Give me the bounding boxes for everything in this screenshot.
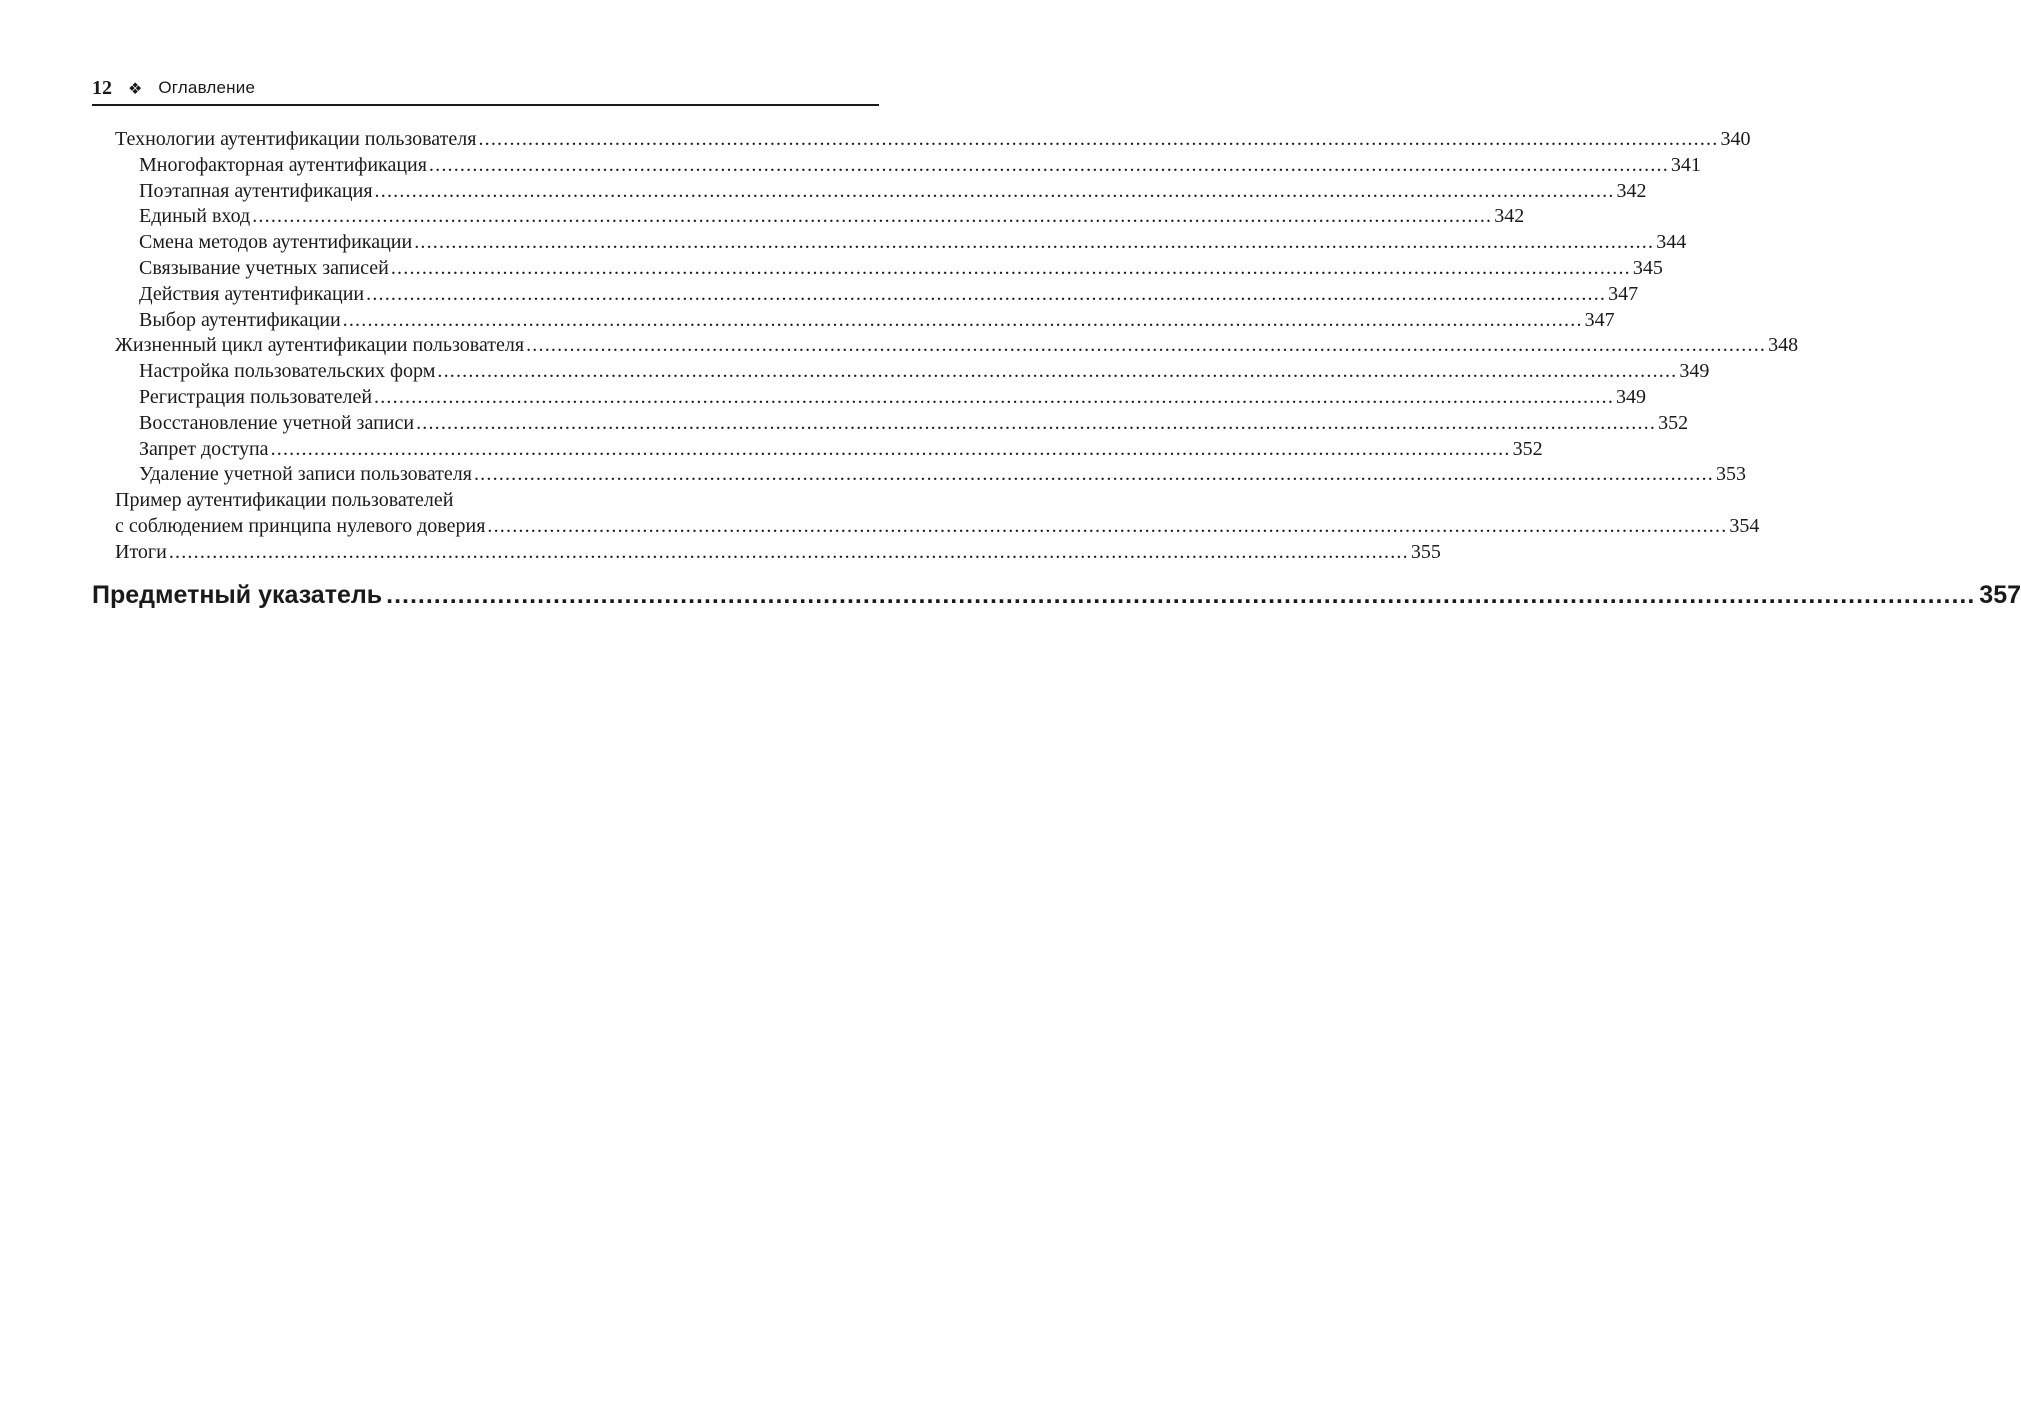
toc-entry-page: 347 (1608, 282, 1639, 305)
toc-entry-title: Выбор аутентификации (139, 308, 341, 331)
toc-entry-page: 342 (1616, 179, 1647, 202)
toc-entry[interactable] (92, 127, 1751, 153)
toc-entry-page: 349 (1616, 385, 1647, 408)
running-head: Оглавление (158, 78, 256, 97)
toc-entry[interactable] (92, 282, 1639, 308)
page-number: 12 (92, 76, 112, 99)
dot-leader: ........................................................................................................................................................................................................ (374, 179, 1615, 202)
toc-entry-page: 348 (1768, 334, 1799, 357)
toc-entry-page: 347 (1584, 308, 1615, 331)
dot-leader: ........................................................................................................................................................................................................ (416, 411, 1657, 434)
toc-entry[interactable] (92, 385, 1647, 411)
toc-entry-title: Действия аутентификации (139, 282, 365, 305)
toc-entry[interactable] (92, 230, 1687, 256)
toc-entry[interactable] (92, 411, 1689, 437)
toc-entry[interactable] (92, 153, 1701, 179)
toc-chapter-entry[interactable] (92, 578, 2021, 612)
dot-leader: ........................................................................................................................................................................................................ (366, 282, 1607, 305)
dot-leader: ........................................................................................................................................................................................................ (478, 128, 1719, 150)
dot-leader: ........................................................................................................................................................................................................ (342, 308, 1583, 331)
toc-entry[interactable] (92, 204, 1525, 230)
dot-leader: ........................................................................................................................................................................................................ (487, 514, 1728, 537)
dot-leader: ........................................................................................................................................................................................................ (270, 437, 1511, 460)
toc-entry[interactable] (92, 514, 1760, 540)
toc-entry-title: Итоги (115, 540, 167, 563)
toc-entry-page: 353 (1715, 463, 1746, 486)
chapter-title: Предметный указатель (92, 581, 383, 609)
toc-entry-title: Удаление учетной записи пользователя (139, 463, 472, 486)
toc-entry-page: 352 (1512, 437, 1543, 460)
toc-entry[interactable] (92, 256, 1663, 282)
toc-entry-page: 345 (1632, 256, 1663, 279)
toc-entry-page: 352 (1658, 411, 1689, 434)
toc-entry[interactable] (92, 462, 1746, 488)
dot-leader: ........................................................................................................................................................................................................ (386, 581, 1976, 609)
toc-entry-title: Многофакторная аутентификация (139, 153, 427, 176)
toc-entry[interactable] (92, 308, 1615, 334)
toc-entry-title: Технологии аутентификации пользователя (115, 128, 477, 150)
toc-entry-page: 354 (1729, 514, 1760, 537)
toc-entry-title: Восстановление учетной записи (139, 411, 415, 434)
toc-entry-page: 342 (1494, 205, 1525, 228)
chapter-page: 357 (1979, 581, 2021, 609)
toc-entry-title: Связывание учетных записей (139, 256, 389, 279)
toc-entry-page: 349 (1679, 360, 1710, 383)
toc-entry-title: Регистрация пользователей (139, 385, 373, 408)
toc-entry[interactable] (92, 437, 1543, 463)
toc-entry-title: Единый вход (139, 205, 251, 228)
dot-leader: ........................................................................................................................................................................................................ (390, 256, 1631, 279)
toc-entry-page: 340 (1720, 128, 1751, 150)
toc-entry-title: Запрет доступа (139, 437, 269, 460)
ornament-icon: ❖ (128, 78, 143, 98)
dot-leader: ........................................................................................................................................................................................................ (414, 231, 1655, 254)
toc-entry-page: 341 (1670, 153, 1701, 176)
toc-entry[interactable] (92, 540, 1441, 566)
dot-leader: ........................................................................................................................................................................................................ (252, 205, 1493, 228)
dot-leader: ........................................................................................................................................................................................................ (428, 153, 1669, 176)
table-of-contents (92, 127, 1799, 566)
toc-entry[interactable] (92, 179, 1647, 205)
toc-entry-title: с соблюдением принципа нулевого доверия (115, 514, 486, 537)
page-header (92, 76, 879, 106)
toc-entry-title: Настройка пользовательских форм (139, 360, 436, 383)
dot-leader: ........................................................................................................................................................................................................ (437, 360, 1678, 383)
dot-leader: ........................................................................................................................................................................................................ (374, 385, 1615, 408)
toc-entry-page: 355 (1410, 540, 1441, 563)
dot-leader: ........................................................................................................................................................................................................ (473, 463, 1714, 486)
dot-leader: ........................................................................................................................................................................................................ (526, 334, 1767, 357)
toc-entry[interactable] (92, 359, 1710, 385)
dot-leader: ........................................................................................................................................................................................................ (168, 540, 1409, 563)
toc-entry-page: 344 (1656, 231, 1687, 254)
toc-entry-title: Смена методов аутентификации (139, 231, 413, 254)
toc-entry-title: Поэтапная аутентификация (139, 179, 373, 202)
toc-entry-title-line1[interactable]: Пример аутентификации пользователей (115, 489, 454, 512)
toc-entry[interactable] (92, 333, 1799, 359)
toc-entry-title: Жизненный цикл аутентификации пользователя (115, 334, 525, 357)
